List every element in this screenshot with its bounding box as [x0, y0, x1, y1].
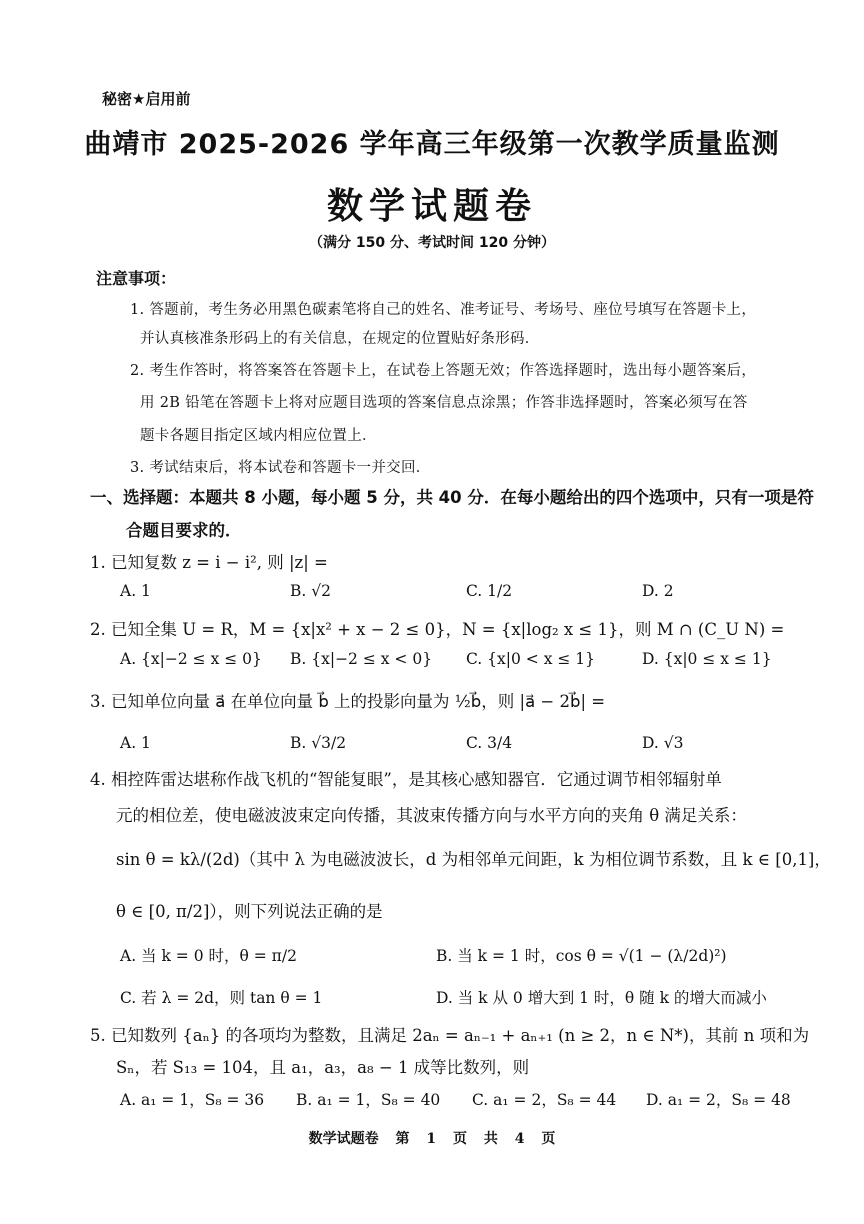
q1-option-a: A. 1 [120, 582, 151, 600]
question-4-line: sin θ = kλ/(2d)（其中 λ 为电磁波波长，d 为相邻单元间距，k 为相位调节系数，且 k ∈ [0,1]， [116, 850, 831, 869]
q4-option-a: A. 当 k = 0 时，θ = π/2 [120, 947, 297, 965]
q2-option-a: A. {x|−2 ≤ x ≤ 0} [120, 650, 262, 668]
note-line: 并认真核准条形码上的有关信息，在规定的位置贴好条形码． [140, 331, 540, 347]
section-heading: 一、选择题：本题共 8 小题，每小题 5 分，共 40 分．在每小题给出的四个选项中，只有一项是符 [90, 488, 814, 507]
q5-option-b: B. a₁ = 1，S₈ = 40 [296, 1091, 441, 1109]
q2-option-b: B. {x|−2 ≤ x < 0} [290, 650, 433, 668]
page-footer: 数学试题卷 第 1 页 共 4 页 [308, 1131, 556, 1147]
exam-subtitle: 数学试题卷 [326, 186, 537, 227]
note-line: 题卡各题目指定区域内相应位置上． [140, 428, 377, 444]
section-heading-cont: 合题目要求的． [126, 521, 242, 540]
note-line: 用 2B 铅笔在答题卡上将对应题目选项的答案信息点涂黑；作答非选择题时，答案必须写在答 [140, 395, 748, 411]
question-1-stem: 1. 已知复数 z = i − i², 则 |z| = [90, 553, 328, 572]
question-4-line: 4. 相控阵雷达堪称作战飞机的“智能复眼”，是其核心感知器官．它通过调节相邻辐射单 [90, 770, 722, 789]
q5-option-c: C. a₁ = 2，S₈ = 44 [472, 1091, 617, 1109]
question-3-stem: 3. 已知单位向量 a⃗ 在单位向量 b⃗ 上的投影向量为 ½b⃗，则 |a⃗ − 2b⃗| = [90, 692, 606, 711]
q2-option-d: D. {x|0 ≤ x ≤ 1} [642, 650, 772, 668]
q3-option-c: C. 3/4 [466, 734, 513, 752]
note-line: 3. 考试结束后，将本试卷和答题卡一并交回． [130, 460, 431, 476]
question-2-stem: 2. 已知全集 U = R，M = {x|x² + x − 2 ≤ 0}，N = {x|log₂ x ≤ 1}，则 M ∩ (C_U N) = [90, 620, 785, 639]
note-line: 2. 考生作答时，将答案答在答题卡上，在试卷上答题无效；作答选择题时，选出每小题答案后， [130, 363, 757, 379]
note-line: 1. 答题前，考生务必用黑色碳素笔将自己的姓名、准考证号、考场号、座位号填写在答题卡上， [130, 302, 757, 318]
score-info: （满分 150 分、考试时间 120 分钟） [309, 235, 555, 251]
exam-title: 曲靖市 2025-2026 学年高三年级第一次教学质量监测 [84, 129, 780, 160]
q3-option-b: B. √3/2 [290, 734, 347, 752]
q4-option-d: D. 当 k 从 0 增大到 1 时，θ 随 k 的增大而减小 [436, 989, 767, 1007]
secret-mark: 秘密★启用前 [102, 90, 191, 108]
question-5-line: 5. 已知数列 {aₙ} 的各项均为整数，且满足 2aₙ = aₙ₋₁ + aₙ₊₁ (n ≥ 2，n ∈ N*)，其前 n 项和为 [90, 1026, 810, 1045]
q1-option-c: C. 1/2 [466, 582, 513, 600]
question-4-line: 元的相位差，使电磁波波束定向传播，其波束传播方向与水平方向的夹角 θ 满足关系： [116, 806, 747, 825]
q1-option-b: B. √2 [290, 582, 331, 600]
q5-option-a: A. a₁ = 1，S₈ = 36 [120, 1091, 265, 1109]
q5-option-d: D. a₁ = 2，S₈ = 48 [646, 1091, 791, 1109]
q2-option-c: C. {x|0 < x ≤ 1} [466, 650, 595, 668]
question-4-line: θ ∈ [0, π/2]），则下列说法正确的是 [116, 902, 383, 921]
q3-option-d: D. √3 [642, 734, 684, 752]
notes-heading: 注意事项： [96, 269, 177, 288]
q4-option-c: C. 若 λ = 2d，则 tan θ = 1 [120, 989, 323, 1007]
q1-option-d: D. 2 [642, 582, 674, 600]
question-5-line: Sₙ，若 S₁₃ = 104，且 a₁，a₃，a₈ − 1 成等比数列，则 [116, 1058, 530, 1077]
q3-option-a: A. 1 [120, 734, 151, 752]
q4-option-b: B. 当 k = 1 时，cos θ = √(1 − (λ/2d)²) [436, 947, 727, 965]
